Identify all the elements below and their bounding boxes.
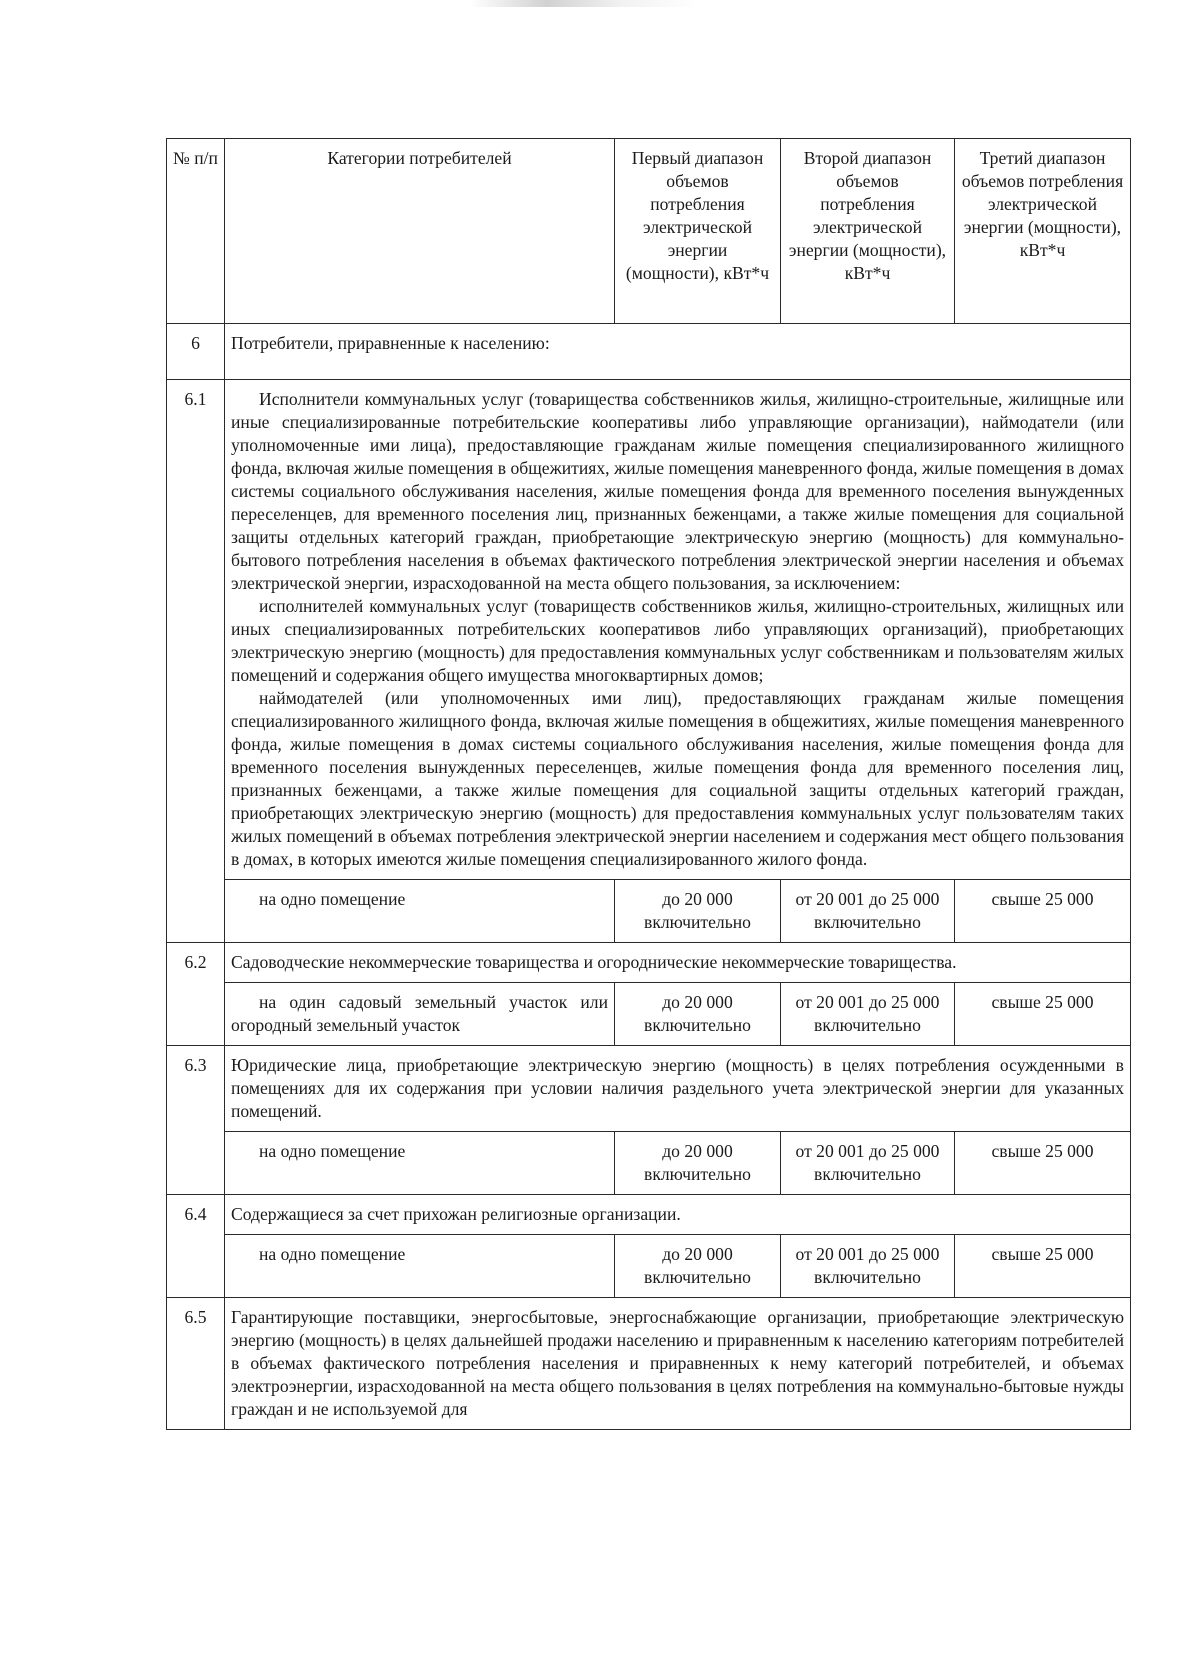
row-text: Гарантирующие поставщики, энергосбытовые, энергоснабжающие организации, приобретающие электрическую энергию (мощность) в целях дальнейшей продажи населению и приравненным к населению категориям потребителей в объемах фактического потребления населения и приравненных к нему категорий потребителей, и объемах электроэнергии, израсходованной на места общего пользования в целях потребления на коммунально-бытовые нужды граждан и не используемой для xyxy=(225,1298,1131,1430)
paragraph: Исполнители коммунальных услуг (товарищества собственников жилья, жилищно-строительные, жилищные или иные специализированные потребительские кооперативы либо управляющие организации), наймодатели (или уполномоченные ими лица), предоставляющие гражданам жилые помещения специализированного жилищного фонда, включая жилые помещения в общежитиях, жилые помещения маневренного фонда, жилые помещения в домах системы социального обслуживания населения, жилые помещения фонда для временного поселения вынужденных переселенцев, для временного поселения лиц, признанных беженцами, а также жилые помещения для социальной защиты отдельных категорий граждан, приобретающие электрическую энергию (мощность) для коммунально-бытового потребления населения в объемах фактического потребления электрической энергии населения и объемах электрической энергии, израсходованной на места общего пользования, за исключением: xyxy=(231,389,1124,593)
range-1-value: до 20 000 включительно xyxy=(615,983,781,1046)
row-number: 6 xyxy=(167,324,225,380)
row-number: 6.3 xyxy=(167,1046,225,1195)
range-2-value: от 20 001 до 25 000 включительно xyxy=(781,1132,955,1195)
scan-artifact xyxy=(470,0,700,7)
unit-label: на одно помещение xyxy=(225,880,615,943)
range-1-value: до 20 000 включительно xyxy=(615,880,781,943)
range-3-value: свыше 25 000 xyxy=(955,983,1131,1046)
header-range-2: Второй диапазон объемов потребления электрической энергии (мощности), кВт*ч xyxy=(781,139,955,324)
table-subrow xyxy=(167,1235,1131,1298)
header-category: Категории потребителей xyxy=(225,139,615,324)
row-number: 6.4 xyxy=(167,1195,225,1298)
table-row-6-5 xyxy=(167,1298,1131,1430)
paragraph: наймодателей (или уполномоченных ими лиц), предоставляющих гражданам жилые помещения специализированного жилищного фонда, включая жилые помещения в общежитиях, жилые помещения маневренного фонда, жилые помещения в домах системы социального обслуживания населения, жилые помещения фонда для временного поселения вынужденных переселенцев, жилые помещения фонда для временного поселения лиц, признанных беженцами, а также жилые помещения для социальной защиты отдельных категорий граждан, приобретающих электрическую энергию (мощность) для предоставления коммунальных услуг пользователям таких жилых помещений в объемах потребления электрической энергии населением и содержания мест общего пользования в домах, в которых имеются жилые помещения специализированного жилого фонда. xyxy=(231,688,1124,869)
table-subrow xyxy=(167,1132,1131,1195)
row-number: 6.2 xyxy=(167,943,225,1046)
row-text: Потребители, приравненные к населению: xyxy=(225,324,1131,380)
table-row-6-1 xyxy=(167,380,1131,880)
unit-label: на один садовый земельный участок или огородный земельный участок xyxy=(225,983,615,1046)
unit-label: на одно помещение xyxy=(225,1235,615,1298)
range-2-value: от 20 001 до 25 000 включительно xyxy=(781,880,955,943)
table-row-6-4 xyxy=(167,1195,1131,1235)
row-number: 6.5 xyxy=(167,1298,225,1430)
range-3-value: свыше 25 000 xyxy=(955,880,1131,943)
row-text xyxy=(225,380,1131,880)
header-num: № п/п xyxy=(167,139,225,324)
row-text: Юридические лица, приобретающие электрическую энергию (мощность) в целях потребления осужденными в помещениях для их содержания при условии наличия раздельного учета электрической энергии для указанных помещений. xyxy=(225,1046,1131,1132)
unit-label: на одно помещение xyxy=(225,1132,615,1195)
range-1-value: до 20 000 включительно xyxy=(615,1132,781,1195)
header-range-3: Третий диапазон объемов потребления электрической энергии (мощности), кВт*ч xyxy=(955,139,1131,324)
range-1-value: до 20 000 включительно xyxy=(615,1235,781,1298)
row-number: 6.1 xyxy=(167,380,225,943)
row-text: Содержащиеся за счет прихожан религиозные организации. xyxy=(225,1195,1131,1235)
table-subrow xyxy=(167,983,1131,1046)
range-2-value: от 20 001 до 25 000 включительно xyxy=(781,1235,955,1298)
table-header-row xyxy=(167,139,1131,324)
table-row-6-2 xyxy=(167,943,1131,983)
header-range-1: Первый диапазон объемов потребления электрической энергии (мощности), кВт*ч xyxy=(615,139,781,324)
paragraph: исполнителей коммунальных услуг (товариществ собственников жилья, жилищно-строительных, жилищных или иных специализированных потребительских кооперативов либо управляющих организаций), приобретающих электрическую энергию (мощность) для предоставления коммунальных услуг собственникам и пользователям жилых помещений и содержания общего имущества многоквартирных домов; xyxy=(231,596,1124,685)
range-3-value: свыше 25 000 xyxy=(955,1132,1131,1195)
range-2-value: от 20 001 до 25 000 включительно xyxy=(781,983,955,1046)
row-text: Садоводческие некоммерческие товарищества и огороднические некоммерческие товарищества. xyxy=(225,943,1131,983)
table-row-6 xyxy=(167,324,1131,380)
table-row-6-3 xyxy=(167,1046,1131,1132)
table-subrow xyxy=(167,880,1131,943)
tariff-table xyxy=(166,138,1131,1430)
range-3-value: свыше 25 000 xyxy=(955,1235,1131,1298)
